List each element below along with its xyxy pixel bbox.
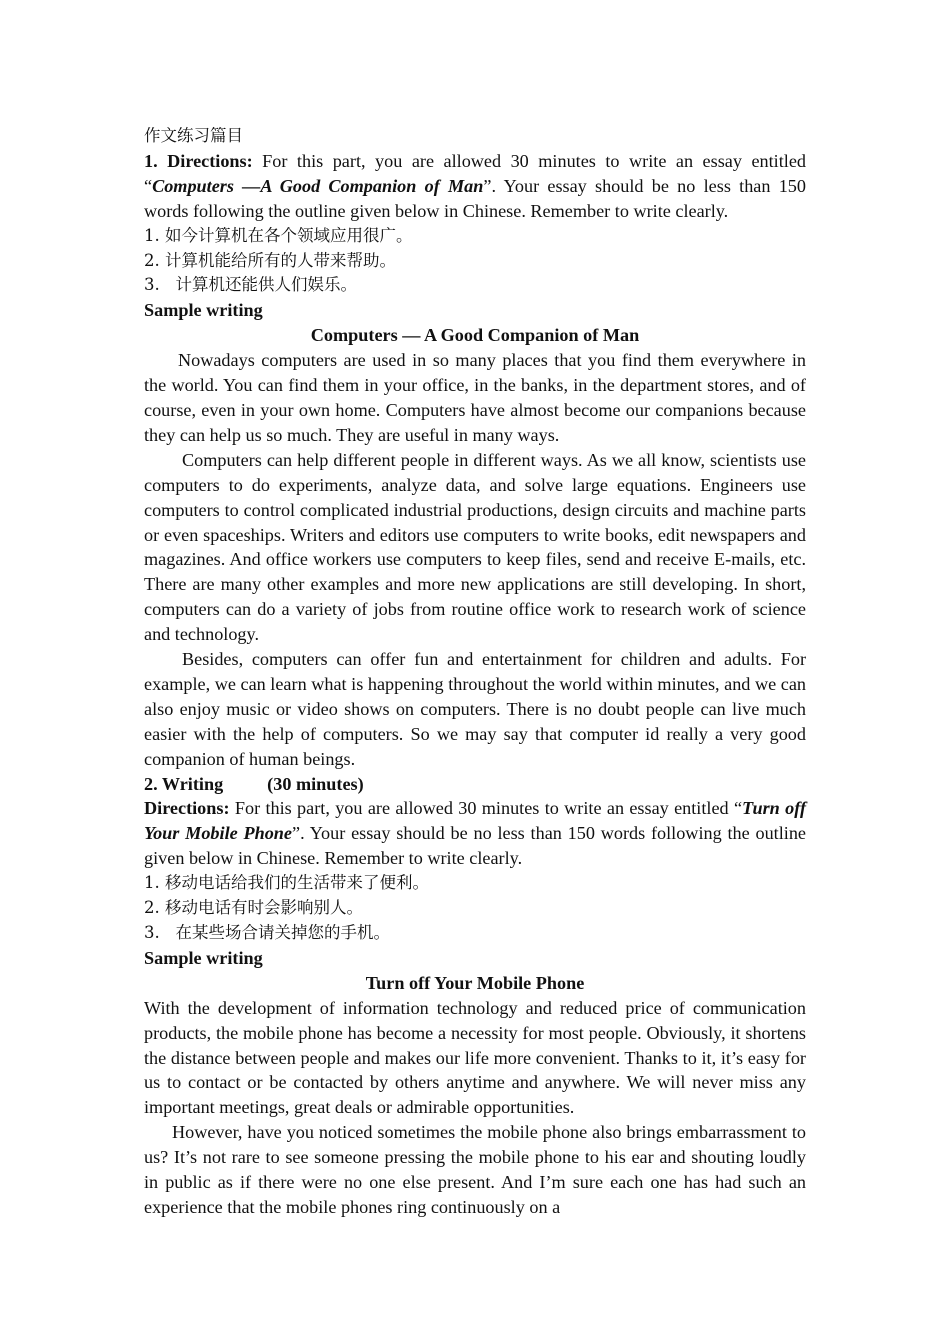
q2-directions-label: Directions: — [144, 798, 230, 819]
q2-outline-item-3: 3. 在某些场合请关掉您的手机。 — [144, 923, 390, 942]
q1-sample-label: Sample writing — [144, 300, 263, 321]
q1-essay-title-italic: Computers —A Good Companion of Man — [152, 175, 484, 196]
q1-essay-title: Computers — A Good Companion of Man — [310, 325, 640, 346]
document-page — [144, 124, 806, 1220]
q1-text-1: For this part, you are allowed 30 minutes to write an essay entitled “ — [144, 150, 806, 196]
q2-text-1: For this part, you are allowed 30 minutes to write an essay entitled “ — [229, 798, 743, 819]
q1-text-2: ”. Your essay should be no less than 150 words following the outline given below in Chinese. Remember to write clearly. — [144, 175, 806, 221]
q2-text-2: ”. Your essay should be no less than 150 words following the outline given below in Chinese. Remember to write clearly. — [144, 823, 806, 869]
q2-sample-label: Sample writing — [144, 947, 263, 968]
q1-directions — [144, 149, 806, 224]
q2-paragraph-1: With the development of information technology and reduced price of communication products, the mobile phone has become a necessity for most people. Obviously, it shortens the distance between people and makes our life more convenient. Thanks to it, it’s easy for us to contact or be contacted by others anytime and anywhere. We will never miss any important meetings, great deals or admirable opportunities. — [144, 997, 806, 1118]
q1-paragraph-2: Computers can help different people in different ways. As we all know, scientists use computers to do experiments, analyze data, and solve large equations. Engineers use computers to control complicated industrial productions, design circuits and machine parts or even spaceships. Writers and editors use computers to write books, edit newspapers and magazines. And office workers use computers to keep files, send and receive E-mails, etc. There are many other examples and more new applications are still developing. In short, computers can do a variety of jobs from routine office work to research work of science and technology. — [144, 449, 806, 645]
q1-outline-item-1: 1. 如今计算机在各个领域应用很广。 — [144, 225, 413, 245]
q2-outline-item-2: 2. 移动电话有时会影响别人。 — [144, 898, 363, 918]
q2-heading — [144, 772, 806, 797]
q2-essay-title-italic: Turn off Your Mobile Phone — [144, 798, 806, 844]
q2-essay-title: Turn off Your Mobile Phone — [365, 972, 585, 993]
q2-heading-label: 2. Writing — [144, 773, 224, 794]
q2-directions — [144, 796, 806, 871]
q2-paragraph-2: However, have you noticed sometimes the mobile phone also brings embarrassment to us? It’s not rare to see someone pressing the mobile phone to his ear and shouting loudly in public as if there were no one else present. And I’m sure each one has had such an experience that the mobile phones ring continuously on a — [144, 1122, 806, 1217]
q1-paragraph-1: Nowadays computers are used in so many places that you find them everywhere in the world. You can find them in your office, in the banks, in the department stores, and of course, even in your own home. Computers have almost become our companions because they can help us so much. They are useful in many ways. — [144, 350, 806, 445]
q1-number-label: 1. Directions: — [144, 150, 253, 171]
q2-heading-time: (30 minutes) — [267, 773, 364, 794]
q1-outline-item-3: 3. 计算机还能供人们娱乐。 — [144, 275, 357, 295]
page-header: 作文练习篇目 — [144, 126, 243, 145]
q2-outline-item-1: 1. 移动电话给我们的生活带来了便利。 — [144, 873, 429, 893]
q1-paragraph-3: Besides, computers can offer fun and entertainment for children and adults. For example, we can learn what is happening throughout the world within minutes, and we can also enjoy music or video shows on computers. There is no doubt people can live much easier with the help of computers. So we may say that computer id really a very good companion of human beings. — [144, 649, 806, 769]
q1-outline-item-2: 2. 计算机能给所有的人带来帮助。 — [144, 250, 396, 270]
